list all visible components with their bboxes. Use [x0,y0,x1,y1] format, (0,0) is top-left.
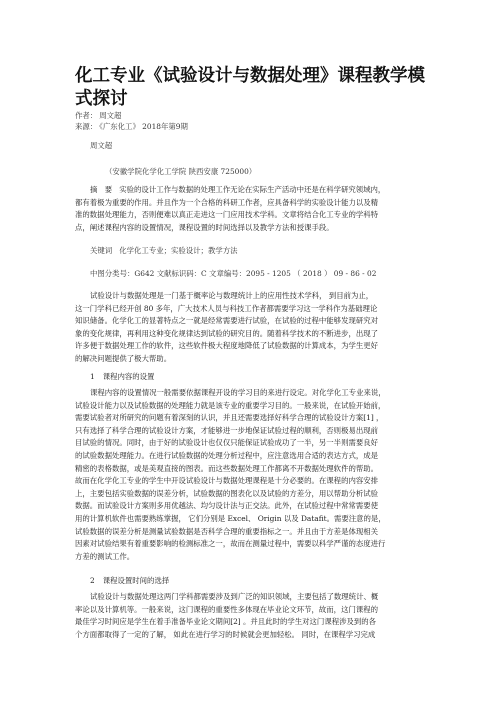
paragraph-line: 的试验数据处理能力。在进行试验数据的处理分析过程中，应注意选用合适的表达方式，成是 [75,450,379,460]
abstract-line: 准的数据处理能力，否则便难以真正走进这一门应用技术学科。文章将结合化工专业的学科特 [75,210,379,220]
abstract-label: 摘 要 [90,185,113,194]
affiliation: （安徽学院化学化工学院 陕西安康 725000） [105,167,257,176]
paragraph-line: 许多便于数据处理工作的软件，这些软件极大程度地降低了试验数据的计算成本，为学生更好 [75,341,379,351]
paragraph-line: 的解决问题提供了极大帮助。 [75,353,172,363]
author-line [75,111,121,121]
abstract-line: 摘 要 实验的设计工作与数据的处理工作无论在实际生产活动中还是在科学研究领域内， [90,185,386,194]
paragraph-line: 课程内容的设置情况一般需要依据课程开设的学习目的来进行设定。对化学化工专业来说， [90,388,386,397]
paragraph-line: 这一门学科已经开创 80 多年，广大技术人员与科技工作者都需要学习这一学科作为基础理论 [75,303,378,313]
paragraph-line: 数据。而试验设计方案则多用优越法、均匀设计法与正交法。此外，在试验过程中常常需要使 [75,501,379,511]
abstract [75,184,429,234]
paragraph-line: 只有选择了科学合理的试验设计方案，才能够进一步地保证试验过程的顺利，否则极易出现前 [75,425,379,435]
paragraph-line: 精密的表格数据，或是美观直接的图表。而这些数据处理工作都离不开数据处理软件的帮助。 [75,463,379,473]
article-title: 化工专业《试验设计与数据处理》课程教学模式探讨 [75,66,425,109]
paragraph-line: 试验设计能力以及试验数据的处理能力就是该专业的重要学习目的。一般来说，在试验开始前， [75,400,386,410]
section-heading-2 [90,575,169,586]
paragraph-line: 目试验的情况。同时，由于好的试验设计也仅仅只能保证试验成功了一半，另一半则需要良好 [75,438,379,448]
section-number: 1 [90,372,95,381]
source-line [75,122,188,132]
section-heading-1 [90,371,154,382]
source-value: 《广东化工》 2018年第9期 [99,122,188,131]
byline-name: 周文超 [90,141,113,150]
section-number: 2 [90,576,95,585]
author-label: 作者： [75,111,98,120]
paragraph-line: 需要试验者对所研究的问题有着深刻的认识，并且还需要选择好科学合理的试验设计方案[1] ， [75,413,384,423]
paragraph-line: 试验设计与数据处理是一门基于概率论与数理统计上的应用性技术学科， 到目前为止， [90,291,374,300]
author-name: 周文超 [99,111,122,120]
paragraph-line: 知识储备。化学化工的显著特点之一就是经常需要进行试验，在试验的过程中能够发现研究对 [75,316,379,326]
paragraph-line: 方差的测试工作。 [75,551,135,561]
paragraph-line: 个方面都取得了一定的了解， 如此在进行学习的时候就会更加轻松。 同时，在课程学习完成 [75,629,376,639]
paragraph-line: 试验数据的误差分析是测量试验数据是否科学合理的重要指标之一。并且由于方差是体现相关 [75,526,379,536]
keywords-label: 关键词 [90,246,113,255]
section-title: 课程设置时间的选择 [102,576,170,585]
paragraph-line: 最佳学习时间应是学生在着手准备毕业论文期间[2] 。并且此时的学生对这门课程涉及到的各 [75,617,377,627]
paragraph-line: 因素对试验结果有着重要影响的检测标准之一，故而在测量过程中，需要以科学严谨的态度进行 [75,539,386,549]
keywords-line [90,246,238,256]
paragraph-line: 象的变化规律，再利用这种变化规律达到试验的研究目的。随着科学技术的不断进步，出现了 [75,328,379,338]
abstract-line: 都有着极为重要的作用。并且作为一个合格的科研工作者，应具备科学的实验设计能力以及精 [75,197,379,207]
paragraph-line: 故而在化学化工专业的学生中开设试验设计与数据处理课程是十分必要的。在课程的内容安排 [75,476,379,486]
abstract-line: 点，阐述课程内容的设置情况，课程设置的时间选择以及教学方法和授课手段。 [75,222,334,232]
keywords-value: 化学化工专业；实验设计；教学方法 [119,246,238,255]
paragraph-line: 上，主要包括实验数据的误差分析，试验数据的图表化以及试验的方差分，用以帮助分析试验 [75,488,379,498]
classification-line: 中图分类号：G642 文献标识码：C 文章编号：2095 - 1205 （ 2018 ） 09 - 86 - 02 [90,269,377,278]
source-label: 来源： [75,122,98,131]
section-1-paragraph [75,387,429,563]
section-2-paragraph [75,591,429,641]
paragraph-line: 用的计算机软件也需要熟练掌握， 它们分别是 Excel、 Origin 以及 Datafit。需要注意的是， [75,513,386,523]
paragraph-line: 试验设计与数据处理这两门学科都需要涉及到广泛的知识领域，主要包括了数理统计、概 [90,592,379,601]
intro-paragraph [75,290,429,366]
section-title: 课程内容的设置 [102,372,155,381]
paragraph-line: 率论以及计算机等。一般来说，这门课程的重要性多体现在毕业论文环节，故而，这门课程的 [75,604,379,614]
